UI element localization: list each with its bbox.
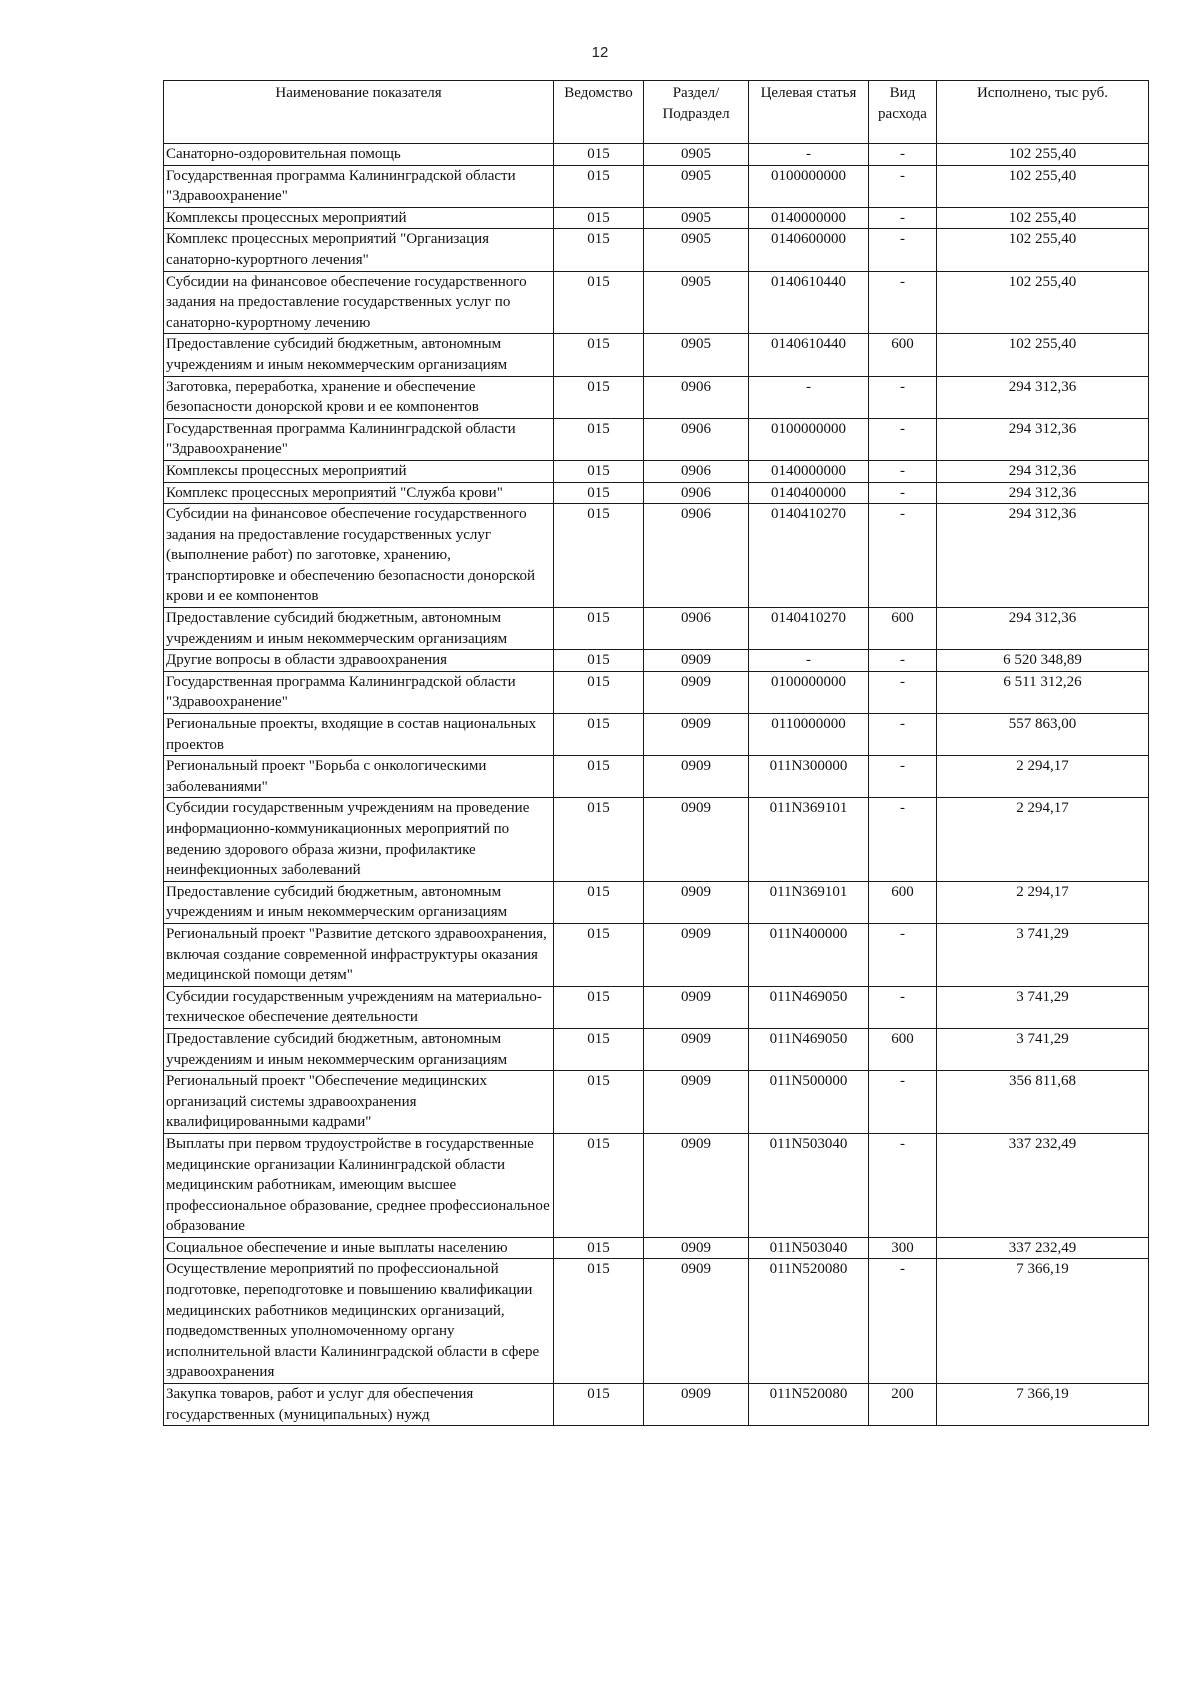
table-row [164, 1259, 1149, 1384]
cell-name: Осуществление мероприятий по профессиональной подготовке, переподготовке и повышению квалификации медицинских работников медицинских организаций, подведомственных уполномоченному органу исполнительной власти Калининградской области в сфере здравоохранения [164, 1259, 554, 1384]
table-row [164, 608, 1149, 650]
cell-amount: 294 312,36 [937, 418, 1149, 460]
table-row [164, 334, 1149, 376]
cell-name: Субсидии государственным учреждениям на проведение информационно-коммуникационных мероприятий по ведению здорового образа жизни, профилактике неинфекционных заболеваний [164, 798, 554, 881]
table-row [164, 482, 1149, 504]
cell-section: 0909 [644, 714, 749, 756]
cell-dept: 015 [554, 923, 644, 986]
cell-kind: - [869, 376, 937, 418]
table-row [164, 671, 1149, 713]
cell-target: - [749, 650, 869, 672]
cell-name: Выплаты при первом трудоустройстве в государственные медицинские организации Калининградской области медицинским работникам, имеющим высшее профессиональное образование, среднее профессиональное образование [164, 1133, 554, 1237]
cell-name: Предоставление субсидий бюджетным, автономным учреждениям и иным некоммерческим организациям [164, 1028, 554, 1070]
cell-section: 0906 [644, 482, 749, 504]
cell-section: 0909 [644, 756, 749, 798]
cell-target: 011N300000 [749, 756, 869, 798]
table-row [164, 1071, 1149, 1134]
table-row [164, 165, 1149, 207]
cell-target: 0140410270 [749, 608, 869, 650]
cell-section: 0909 [644, 1237, 749, 1259]
cell-dept: 015 [554, 376, 644, 418]
header-kind: Вид расхода [869, 81, 937, 144]
cell-amount: 2 294,17 [937, 881, 1149, 923]
cell-name: Санаторно-оздоровительная помощь [164, 144, 554, 166]
cell-dept: 015 [554, 881, 644, 923]
cell-target: 0140610440 [749, 271, 869, 334]
cell-target: 011N469050 [749, 986, 869, 1028]
cell-dept: 015 [554, 418, 644, 460]
cell-kind: 600 [869, 608, 937, 650]
cell-amount: 102 255,40 [937, 334, 1149, 376]
cell-kind: - [869, 714, 937, 756]
cell-target: 0140610440 [749, 334, 869, 376]
cell-name: Другие вопросы в области здравоохранения [164, 650, 554, 672]
cell-section: 0909 [644, 1071, 749, 1134]
cell-name: Предоставление субсидий бюджетным, автономным учреждениям и иным некоммерческим организациям [164, 881, 554, 923]
cell-name: Комплексы процессных мероприятий [164, 460, 554, 482]
table-row [164, 923, 1149, 986]
cell-section: 0909 [644, 1259, 749, 1384]
cell-target: 0100000000 [749, 671, 869, 713]
page-number: 12 [591, 44, 609, 61]
cell-dept: 015 [554, 798, 644, 881]
cell-target: - [749, 144, 869, 166]
cell-dept: 015 [554, 165, 644, 207]
cell-section: 0909 [644, 923, 749, 986]
cell-section: 0909 [644, 1133, 749, 1237]
table-row [164, 714, 1149, 756]
cell-section: 0909 [644, 650, 749, 672]
cell-section: 0909 [644, 1384, 749, 1426]
cell-kind: - [869, 460, 937, 482]
cell-target: 0140410270 [749, 504, 869, 608]
cell-amount: 102 255,40 [937, 165, 1149, 207]
cell-target: 011N503040 [749, 1133, 869, 1237]
cell-target: 011N400000 [749, 923, 869, 986]
cell-amount: 294 312,36 [937, 376, 1149, 418]
cell-amount: 7 366,19 [937, 1384, 1149, 1426]
cell-amount: 3 741,29 [937, 986, 1149, 1028]
cell-dept: 015 [554, 1384, 644, 1426]
cell-name: Социальное обеспечение и иные выплаты населению [164, 1237, 554, 1259]
cell-section: 0906 [644, 504, 749, 608]
cell-amount: 294 312,36 [937, 608, 1149, 650]
cell-dept: 015 [554, 671, 644, 713]
cell-target: 011N469050 [749, 1028, 869, 1070]
cell-name: Региональные проекты, входящие в состав национальных проектов [164, 714, 554, 756]
header-section: Раздел/ Подраздел [644, 81, 749, 144]
cell-name: Предоставление субсидий бюджетным, автономным учреждениям и иным некоммерческим организациям [164, 334, 554, 376]
table-row [164, 460, 1149, 482]
cell-amount: 102 255,40 [937, 271, 1149, 334]
cell-dept: 015 [554, 1237, 644, 1259]
cell-section: 0906 [644, 608, 749, 650]
cell-section: 0905 [644, 334, 749, 376]
cell-dept: 015 [554, 608, 644, 650]
cell-amount: 3 741,29 [937, 1028, 1149, 1070]
table-row [164, 986, 1149, 1028]
cell-kind: - [869, 671, 937, 713]
cell-target: 011N520080 [749, 1384, 869, 1426]
cell-dept: 015 [554, 1028, 644, 1070]
cell-target: 0140400000 [749, 482, 869, 504]
cell-kind: 300 [869, 1237, 937, 1259]
cell-dept: 015 [554, 1259, 644, 1384]
cell-amount: 102 255,40 [937, 229, 1149, 271]
cell-dept: 015 [554, 1133, 644, 1237]
cell-kind: 600 [869, 1028, 937, 1070]
cell-name: Комплексы процессных мероприятий [164, 207, 554, 229]
cell-name: Субсидии на финансовое обеспечение государственного задания на предоставление государственных услуг (выполнение работ) по заготовке, хранению, транспортировке и обеспечению безопасности донорской крови и ее компонентов [164, 504, 554, 608]
cell-name: Комплекс процессных мероприятий "Организация санаторно-курортного лечения" [164, 229, 554, 271]
cell-section: 0905 [644, 207, 749, 229]
table-row [164, 144, 1149, 166]
header-amount: Исполнено, тыс руб. [937, 81, 1149, 144]
cell-dept: 015 [554, 460, 644, 482]
cell-name: Предоставление субсидий бюджетным, автономным учреждениям и иным некоммерческим организациям [164, 608, 554, 650]
cell-kind: - [869, 271, 937, 334]
cell-section: 0905 [644, 271, 749, 334]
cell-dept: 015 [554, 207, 644, 229]
cell-kind: 200 [869, 1384, 937, 1426]
cell-kind: 600 [869, 881, 937, 923]
cell-name: Региональный проект "Развитие детского здравоохранения, включая создание современной инфраструктуры оказания медицинской помощи детям" [164, 923, 554, 986]
header-target: Целевая статья [749, 81, 869, 144]
cell-name: Региональный проект "Обеспечение медицинских организаций системы здравоохранения квалифицированными кадрами" [164, 1071, 554, 1134]
cell-kind: - [869, 1071, 937, 1134]
cell-amount: 6 511 312,26 [937, 671, 1149, 713]
table-row [164, 1237, 1149, 1259]
cell-kind: - [869, 650, 937, 672]
cell-kind: - [869, 1259, 937, 1384]
table-row [164, 271, 1149, 334]
table-row [164, 650, 1149, 672]
cell-kind: - [869, 756, 937, 798]
cell-dept: 015 [554, 482, 644, 504]
cell-target: 0100000000 [749, 165, 869, 207]
cell-target: 011N500000 [749, 1071, 869, 1134]
cell-amount: 294 312,36 [937, 460, 1149, 482]
cell-section: 0905 [644, 165, 749, 207]
cell-kind: - [869, 504, 937, 608]
cell-amount: 102 255,40 [937, 144, 1149, 166]
cell-kind: - [869, 144, 937, 166]
cell-section: 0906 [644, 376, 749, 418]
table-row [164, 756, 1149, 798]
cell-kind: - [869, 165, 937, 207]
cell-kind: - [869, 482, 937, 504]
cell-dept: 015 [554, 334, 644, 376]
cell-dept: 015 [554, 144, 644, 166]
cell-target: 011N369101 [749, 881, 869, 923]
table-row [164, 798, 1149, 881]
cell-dept: 015 [554, 271, 644, 334]
cell-dept: 015 [554, 229, 644, 271]
cell-dept: 015 [554, 714, 644, 756]
cell-name: Субсидии на финансовое обеспечение государственного задания на предоставление государственных услуг по санаторно-курортному лечению [164, 271, 554, 334]
cell-amount: 294 312,36 [937, 504, 1149, 608]
cell-amount: 557 863,00 [937, 714, 1149, 756]
header-dept: Ведомство [554, 81, 644, 144]
cell-amount: 3 741,29 [937, 923, 1149, 986]
cell-kind: - [869, 207, 937, 229]
cell-dept: 015 [554, 1071, 644, 1134]
cell-dept: 015 [554, 756, 644, 798]
table-body [164, 144, 1149, 1426]
cell-dept: 015 [554, 650, 644, 672]
cell-section: 0906 [644, 460, 749, 482]
cell-section: 0909 [644, 1028, 749, 1070]
cell-kind: - [869, 798, 937, 881]
cell-name: Субсидии государственным учреждениям на материально-техническое обеспечение деятельности [164, 986, 554, 1028]
cell-amount: 337 232,49 [937, 1133, 1149, 1237]
cell-name: Закупка товаров, работ и услуг для обеспечения государственных (муниципальных) нужд [164, 1384, 554, 1426]
cell-name: Государственная программа Калининградской области "Здравоохранение" [164, 418, 554, 460]
table-row [164, 207, 1149, 229]
cell-section: 0905 [644, 144, 749, 166]
cell-name: Заготовка, переработка, хранение и обеспечение безопасности донорской крови и ее компонентов [164, 376, 554, 418]
cell-target: - [749, 376, 869, 418]
table-row [164, 1133, 1149, 1237]
cell-amount: 294 312,36 [937, 482, 1149, 504]
cell-kind: - [869, 1133, 937, 1237]
cell-section: 0909 [644, 671, 749, 713]
cell-target: 0140000000 [749, 460, 869, 482]
cell-kind: - [869, 986, 937, 1028]
cell-section: 0909 [644, 986, 749, 1028]
cell-amount: 2 294,17 [937, 798, 1149, 881]
table-row [164, 504, 1149, 608]
cell-kind: - [869, 923, 937, 986]
budget-table [163, 80, 1149, 1426]
table-row [164, 229, 1149, 271]
cell-target: 011N503040 [749, 1237, 869, 1259]
cell-amount: 337 232,49 [937, 1237, 1149, 1259]
table-row [164, 1384, 1149, 1426]
table-row [164, 881, 1149, 923]
table-row [164, 1028, 1149, 1070]
cell-target: 011N369101 [749, 798, 869, 881]
cell-section: 0905 [644, 229, 749, 271]
cell-amount: 7 366,19 [937, 1259, 1149, 1384]
cell-kind: - [869, 229, 937, 271]
header-name: Наименование показателя [164, 81, 554, 144]
cell-target: 011N520080 [749, 1259, 869, 1384]
cell-dept: 015 [554, 504, 644, 608]
cell-target: 0100000000 [749, 418, 869, 460]
cell-target: 0140000000 [749, 207, 869, 229]
table-row [164, 418, 1149, 460]
cell-kind: 600 [869, 334, 937, 376]
cell-name: Региональный проект "Борьба с онкологическими заболеваниями" [164, 756, 554, 798]
cell-name: Комплекс процессных мероприятий "Служба крови" [164, 482, 554, 504]
cell-dept: 015 [554, 986, 644, 1028]
cell-amount: 6 520 348,89 [937, 650, 1149, 672]
table-header-row [164, 81, 1149, 144]
cell-name: Государственная программа Калининградской области "Здравоохранение" [164, 671, 554, 713]
cell-amount: 356 811,68 [937, 1071, 1149, 1134]
table-row [164, 376, 1149, 418]
cell-kind: - [869, 418, 937, 460]
cell-amount: 102 255,40 [937, 207, 1149, 229]
cell-target: 0140600000 [749, 229, 869, 271]
cell-name: Государственная программа Калининградской области "Здравоохранение" [164, 165, 554, 207]
cell-target: 0110000000 [749, 714, 869, 756]
cell-section: 0909 [644, 881, 749, 923]
cell-amount: 2 294,17 [937, 756, 1149, 798]
cell-section: 0909 [644, 798, 749, 881]
cell-section: 0906 [644, 418, 749, 460]
